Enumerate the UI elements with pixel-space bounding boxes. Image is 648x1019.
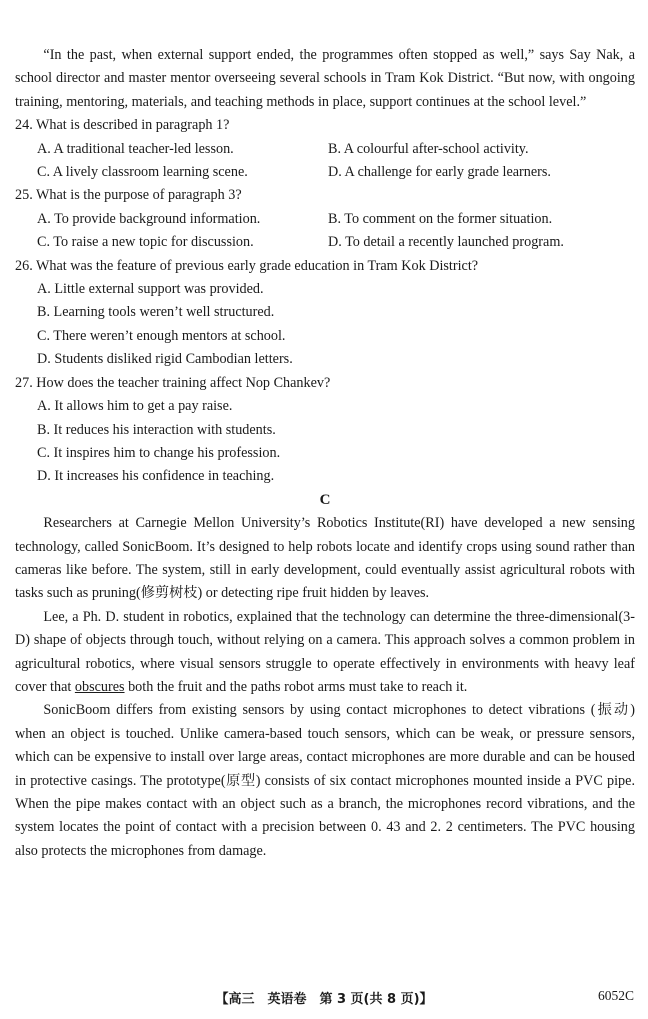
question-list: [15, 114, 635, 489]
answer-option: A. A traditional teacher-led lesson.: [37, 140, 234, 157]
option-row: [15, 161, 635, 184]
option-row: [15, 138, 635, 161]
answer-option: A. Little external support was provided.: [37, 281, 264, 298]
footer-paper-code: 6052C: [597, 988, 634, 1003]
passage-c-paragraph-2: [15, 606, 635, 700]
footer-page-label: 【高三 英语卷 第 3 页(共 8 页)】: [215, 992, 433, 1007]
question-stem: 25. What is the purpose of paragraph 3?: [15, 187, 242, 204]
answer-option: D. A challenge for early grade learners.: [328, 164, 551, 181]
answer-option: B. A colourful after-school activity.: [328, 140, 529, 157]
answer-option: D. It increases his confidence in teaching.: [37, 468, 275, 485]
answer-option: B. Learning tools weren’t well structured.: [37, 304, 275, 321]
underlined-word-obscures: obscures: [74, 678, 125, 695]
question-stem: 24. What is described in paragraph 1?: [15, 117, 230, 134]
answer-option: C. It inspires him to change his profession.: [37, 444, 281, 461]
passage-c-paragraph-1: Researchers at Carnegie Mellon University’s Robotics Institute(RI) have developed a new sensing technology, called SonicBoom. It’s designed to help robots locate and identify crops using sound rather than cameras like before. The system, still in early development, could eventually assist agricultural robots with tasks such as pruning(修剪树枝) or detecting ripe fruit hidden by leaves.: [15, 515, 635, 602]
answer-option: B. It reduces his interaction with students.: [37, 421, 276, 438]
option-row: [15, 208, 635, 231]
question-stem: 27. How does the teacher training affect Nop Chankev?: [15, 374, 331, 391]
answer-option: B. To comment on the former situation.: [328, 210, 553, 227]
p2-text-after: both the fruit and the paths robot arms must take to reach it.: [124, 678, 468, 695]
question-stem: 26. What was the feature of previous early grade education in Tram Kok District?: [15, 257, 479, 274]
answer-option: D. Students disliked rigid Cambodian letters.: [37, 351, 293, 368]
p2-text-before: Lee, a Ph. D. student in robotics, explained that the technology can determine the three-dimensional(3-D) shape of objects through touch, without relying on a camera. This approach solves a common problem in agricultural robotics, where visual sensors struggle to operate effectively in environments with heavy leaf cover that: [15, 608, 635, 695]
passage-c-paragraph-3: SonicBoom differs from existing sensors by using contact microphones to detect vibrations (振动) when an object is touched. Unlike camera-based touch sensors, which can be weak, or pressure sensors, which can be expensive to install over large areas, contact microphones are more durable and can be housed in protective casings. The prototype(原型) consists of six contact microphones mounted inside a PVC pipe. When the pipe makes contact with an object such as a branch, the microphones record vibrations, and the system locates the point of contact with a precision between 0. 43 and 2. 2 centimeters. The PVC housing also protects the microphones from damage.: [15, 702, 635, 859]
option-row: [15, 231, 635, 254]
passage-c-title: C: [319, 491, 331, 508]
answer-option: D. To detail a recently launched program.: [328, 234, 564, 251]
answer-option: C. A lively classroom learning scene.: [37, 164, 248, 181]
answer-option: C. There weren’t enough mentors at school.: [37, 327, 286, 344]
answer-option: C. To raise a new topic for discussion.: [37, 234, 254, 251]
passage-b-final-paragraph: “In the past, when external support ended, the programmes often stopped as well,” says Say Nak, a school director and master mentor overseeing several schools in Tram Kok District. “But now, with ongoing training, mentoring, materials, and teaching methods in place, support continues at the school level.”: [15, 47, 635, 110]
exam-page: [15, 44, 635, 863]
answer-option: A. To provide background information.: [37, 210, 261, 227]
answer-option: A. It allows him to get a pay raise.: [37, 398, 233, 415]
page-footer: [0, 988, 648, 1008]
